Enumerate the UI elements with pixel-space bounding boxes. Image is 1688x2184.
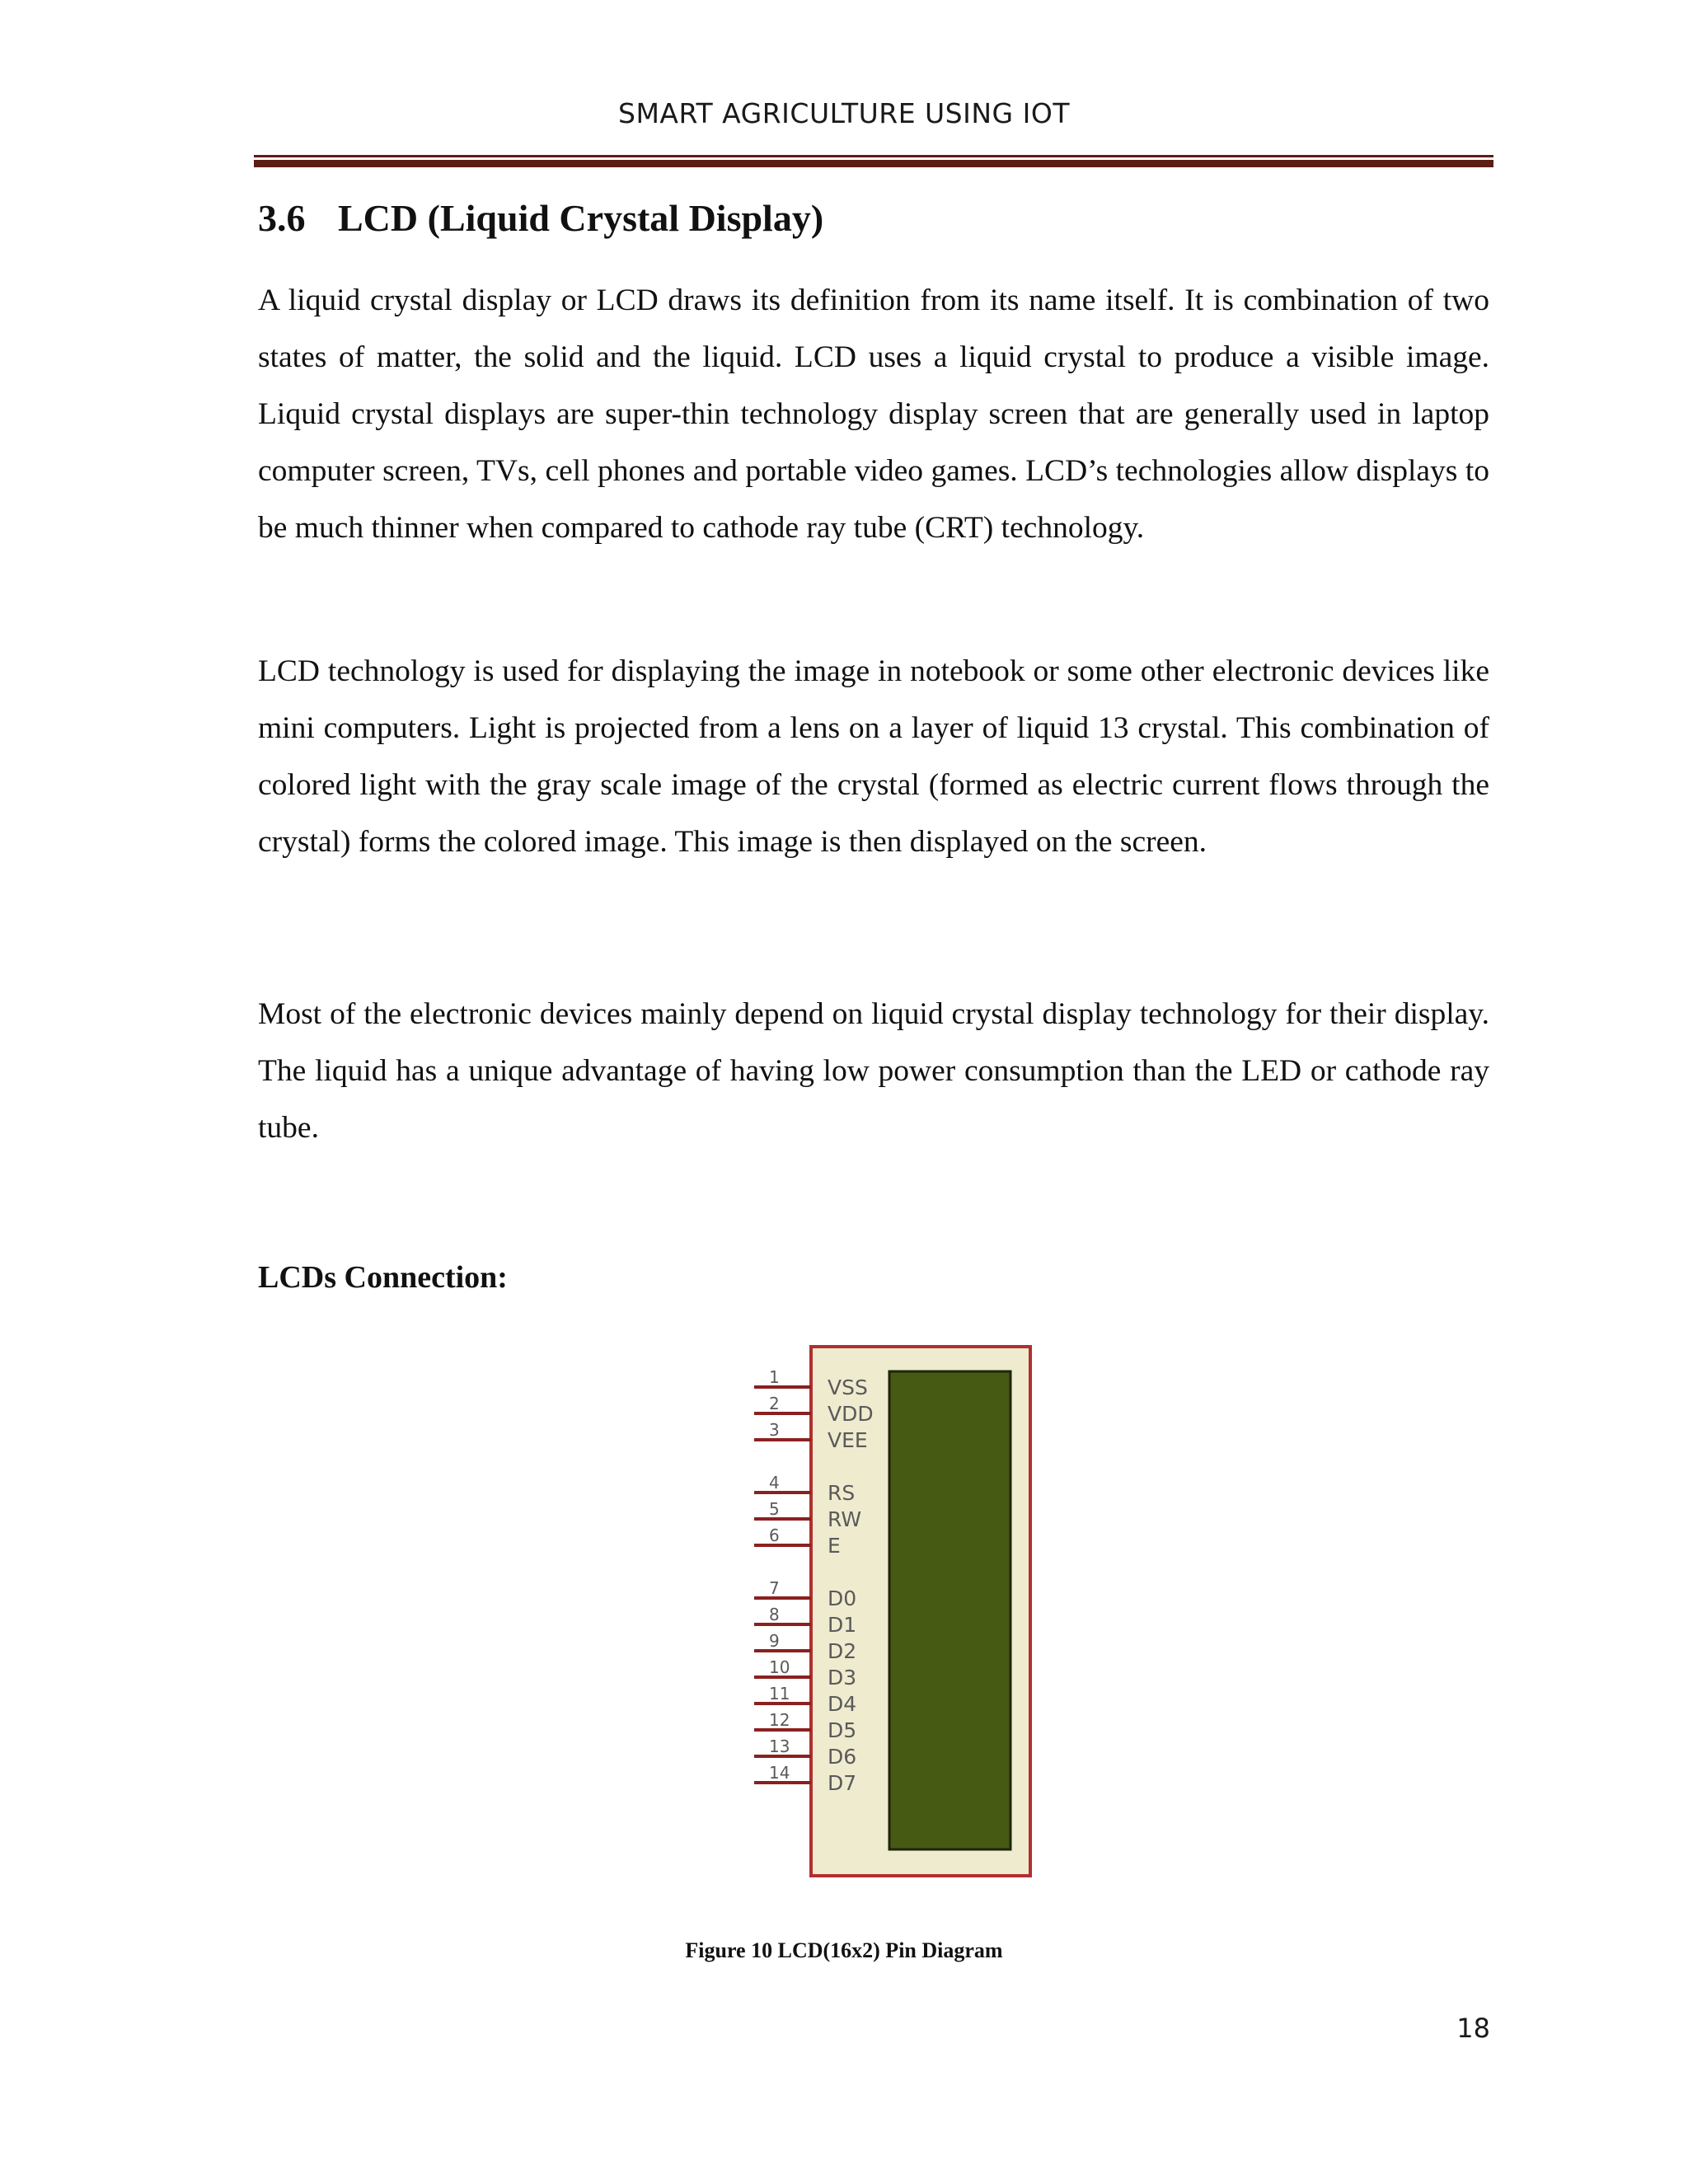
page-number: 18	[1456, 2013, 1490, 2044]
pin-label: RW	[828, 1507, 862, 1531]
pin-number: 13	[769, 1736, 790, 1756]
pin-label: RS	[828, 1481, 856, 1505]
pin-label: D0	[828, 1586, 857, 1610]
pin-number: 1	[769, 1367, 780, 1387]
pin-number: 4	[769, 1473, 780, 1493]
pin-number: 5	[769, 1499, 780, 1519]
pin-label: D3	[828, 1666, 857, 1690]
lcd-pin-diagram	[742, 1335, 1055, 1883]
paragraph-intro: A liquid crystal display or LCD draws its definition from its name itself. It is combination of two states of matter, the solid and the liquid. LCD uses a liquid crystal to produce a visible image. Liquid crystal displays are super-thin technology display screen that are generally used in laptop computer screen, TVs, cell phones and portable video games. LCD’s technologies allow displays to be much thinner when compared to cathode ray tube (CRT) technology.	[258, 284, 1489, 545]
pin-number: 9	[769, 1631, 780, 1651]
header-rule-thin	[254, 155, 1493, 157]
pin-number: 7	[769, 1578, 780, 1598]
pin-number: 10	[769, 1657, 790, 1677]
section-heading	[258, 196, 823, 240]
pin-label: D2	[828, 1639, 857, 1663]
pin-label: D4	[828, 1692, 857, 1716]
subheading-lcd-connection: LCDs Connection:	[258, 1260, 508, 1295]
pin-number: 2	[769, 1394, 780, 1413]
figure-caption: Figure 10 LCD(16x2) Pin Diagram	[685, 1938, 1003, 1962]
pin-label: VSS	[828, 1376, 868, 1399]
section-number: 3.6	[258, 197, 306, 239]
pin-number: 8	[769, 1605, 780, 1624]
pin-label: VDD	[828, 1402, 874, 1426]
pin-number: 11	[769, 1684, 790, 1704]
lcd-screen	[889, 1371, 1010, 1849]
pin-label: D1	[828, 1613, 857, 1637]
pin-label: D6	[828, 1745, 857, 1769]
paragraph-power: Most of the electronic devices mainly depend on liquid crystal display technology for their display. The liquid has a unique advantage of having low power consumption than the LED or cathode ray tube.	[258, 997, 1489, 1145]
section-title: LCD (Liquid Crystal Display)	[338, 197, 824, 239]
running-header: SMART AGRICULTURE USING IOT	[618, 97, 1070, 129]
pin-label: E	[828, 1534, 841, 1558]
pin-label: VEE	[828, 1428, 868, 1452]
pin-label: D5	[828, 1718, 857, 1742]
pin-number: 3	[769, 1420, 780, 1440]
pin-number: 14	[769, 1763, 790, 1783]
pin-label: D7	[828, 1771, 857, 1795]
pin-number: 12	[769, 1710, 790, 1730]
header-rule-thick	[254, 160, 1493, 167]
paragraph-technology: LCD technology is used for displaying the image in notebook or some other electronic devices like mini computers. Light is projected from a lens on a layer of liquid 13 crystal. This combination of colored light with the gray scale image of the crystal (formed as electric current flows through the crystal) forms the colored image. This image is then displayed on the screen.	[258, 654, 1489, 859]
pin-number: 6	[769, 1526, 780, 1545]
